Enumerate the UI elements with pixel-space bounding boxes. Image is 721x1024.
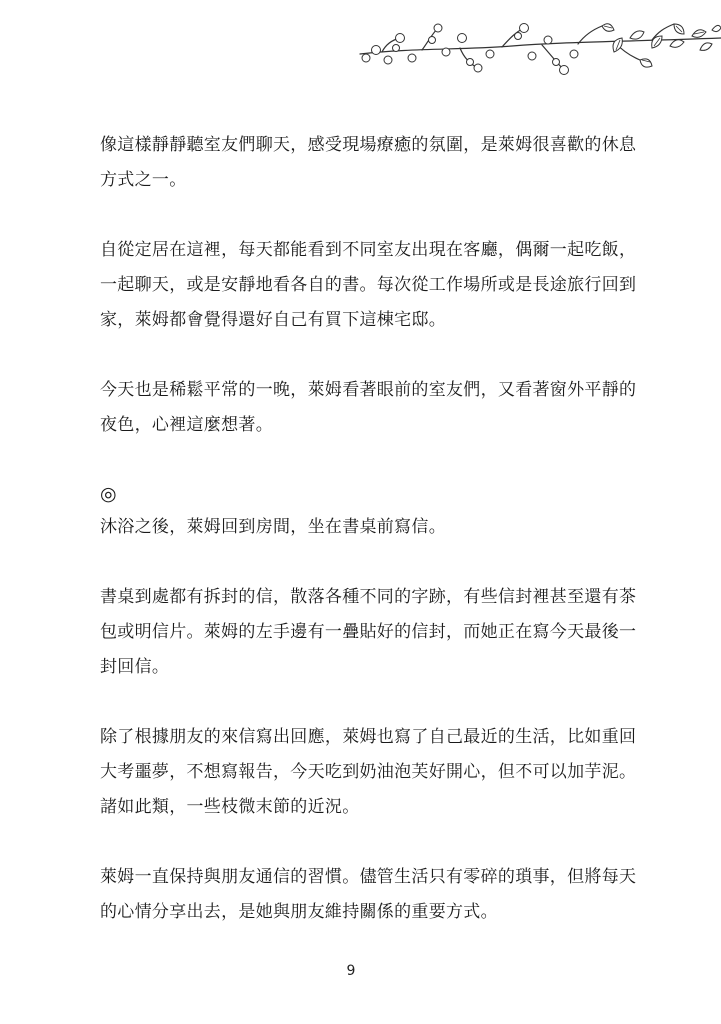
page-number: 9 [346, 963, 356, 979]
paragraph: 沐浴之後，萊姆回到房間，坐在書桌前寫信。 [100, 517, 446, 537]
section-break-symbol: ◎ [100, 483, 117, 505]
paragraph: 今天也是稀鬆平常的一晚，萊姆看著眼前的室友們，又看著窗外平靜的夜色，心裡這麼想著。 [100, 380, 637, 435]
vine-ornament-icon [352, 18, 721, 90]
paragraph: 萊姆一直保持與朋友通信的習慣。儘管生活只有零碎的瑣事，但將每天的心情分享出去，是她與朋友維持關係的重要方式。 [100, 867, 637, 922]
text-body [100, 128, 640, 965]
paragraph: 自從定居在這裡，每天都能看到不同室友出現在客廳，偶爾一起吃飯，一起聊天，或是安靜地看各自的書。每次從工作場所或是長途旅行回到家，萊姆都會覺得還好自己有買下這棟宅邸。 [100, 240, 637, 330]
paragraph: 像這樣靜靜聽室友們聊天，感受現場療癒的氛圍，是萊姆很喜歡的休息方式之一。 [100, 135, 637, 190]
paragraph: 除了根據朋友的來信寫出回應，萊姆也寫了自己最近的生活，比如重回大考噩夢，不想寫報告，今天吃到奶油泡芙好開心，但不可以加芋泥。諸如此類，一些枝微末節的近況。 [100, 727, 637, 817]
paragraph: 書桌到處都有拆封的信，散落各種不同的字跡，有些信封裡甚至還有茶包或明信片。萊姆的左手邊有一疊貼好的信封，而她正在寫今天最後一封回信。 [100, 587, 637, 677]
